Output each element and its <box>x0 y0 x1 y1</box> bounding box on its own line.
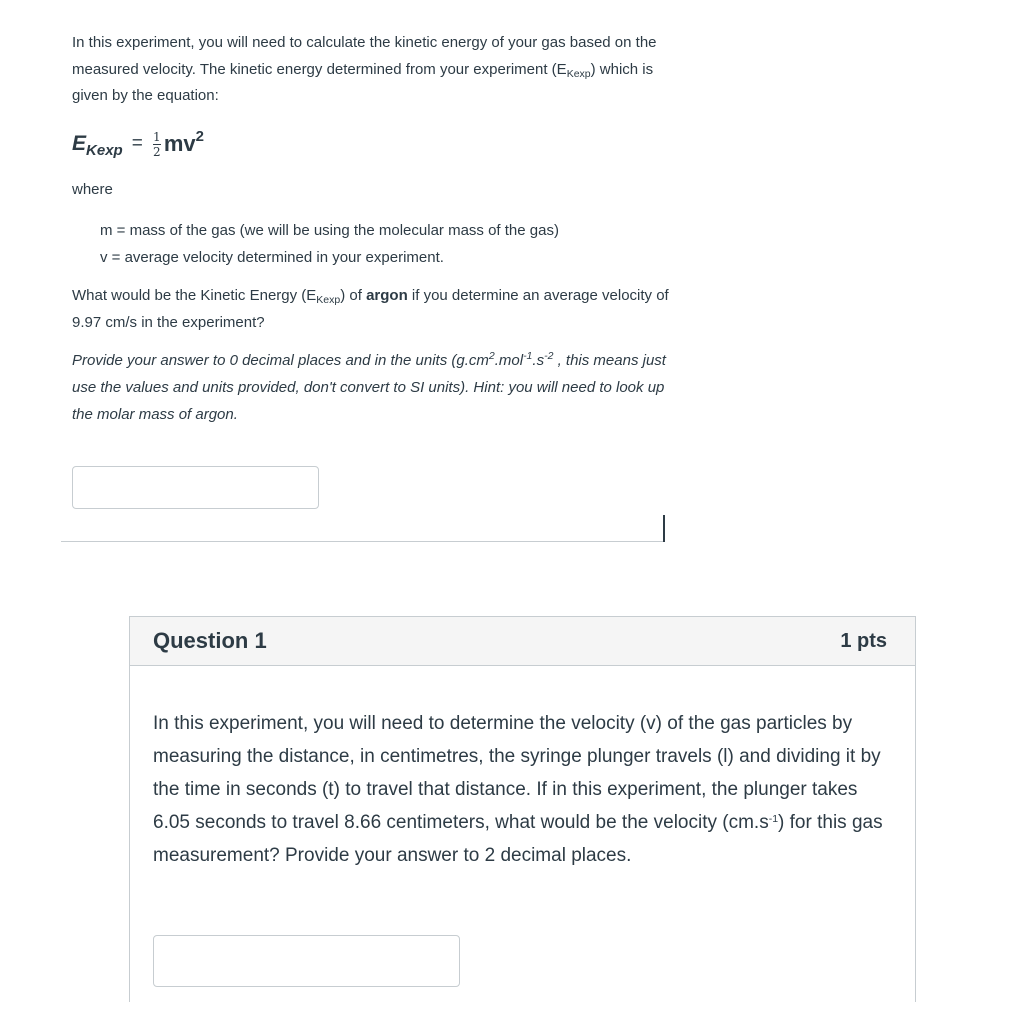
question-1-title: Question 1 <box>153 628 267 653</box>
ek-subscript: Kexp <box>566 67 591 80</box>
question-part-1: What would be the Kinetic Energy (E <box>72 287 317 304</box>
instructions-paragraph <box>72 347 672 428</box>
fraction-numerator: 1 <box>152 129 161 144</box>
equation-fraction <box>153 131 161 158</box>
variable-definitions <box>100 217 559 271</box>
note-part-1: Provide your answer to 0 decimal places and in the units (g.cm <box>72 352 489 369</box>
question-1-points: 1 pts <box>840 629 887 652</box>
note-part-3: .s <box>532 352 545 369</box>
equation-lhs-symbol: E <box>72 132 87 155</box>
question-1-card <box>129 616 916 1002</box>
answer-input-velocity[interactable] <box>153 935 460 987</box>
definition-v: v = average velocity determined in your experiment. <box>100 249 444 266</box>
ek-symbol: E <box>556 60 567 78</box>
fraction-denominator: 2 <box>152 144 161 159</box>
answer-instructions <box>72 347 672 428</box>
intro-text <box>72 30 672 110</box>
note-sup-2: -1 <box>523 350 533 362</box>
question-1-text-part-2: ) for this gas measurement? Provide your answer to 2 decimal places. <box>153 812 883 866</box>
text-cursor <box>663 515 665 542</box>
intro-text-1: In this experiment, you will need to calculate the kinetic energy of your gas based on the measured velocity. The kinetic energy determined from your experiment ( <box>72 34 657 78</box>
section-divider <box>61 541 665 542</box>
question-subscript: Kexp <box>316 294 341 306</box>
question-part-3: if you determine an average velocity of 9.97 cm/s in the experiment? <box>72 287 669 331</box>
intro-text-2: ) which is given by the equation: <box>72 60 654 104</box>
question-prompt <box>72 283 672 336</box>
equation-lhs <box>72 132 123 159</box>
equation-equals: = <box>131 133 143 154</box>
question-1-superscript: -1 <box>768 813 779 825</box>
note-sup-3: -2 <box>544 350 554 362</box>
kinetic-energy-equation <box>72 122 204 166</box>
note-part-4: , this means just use the values and units provided, don't convert to SI units). Hint: you will need to look up the molar mass of argon. <box>72 352 666 423</box>
question-1-header <box>130 617 915 666</box>
equation-rhs-base: mv <box>163 131 196 156</box>
question-part-2: ) of <box>340 287 367 304</box>
question-1-text <box>153 707 898 872</box>
intro-paragraph <box>72 30 672 110</box>
note-sup-1: 2 <box>488 350 495 362</box>
where-label: where <box>72 181 113 198</box>
question-bold-argon: argon <box>366 287 408 304</box>
equation-lhs-subscript: Kexp <box>86 142 123 159</box>
equation-rhs-exponent: 2 <box>195 128 204 145</box>
answer-input-kinetic-energy[interactable] <box>72 466 319 509</box>
question-prompt-paragraph <box>72 283 672 336</box>
definition-m: m = mass of the gas (we will be using the molecular mass of the gas) <box>100 222 559 239</box>
equation-rhs <box>163 128 204 157</box>
note-part-2: .mol <box>494 352 524 369</box>
question-1-text-part-1: In this experiment, you will need to determine the velocity (v) of the gas particles by measuring the distance, in centimetres, the syringe plunger travels (l) and dividing it by the time in seconds (t) to travel that distance. If in this experiment, the plunger takes 6.05 seconds to travel 8.66 centimeters, what would be the velocity (cm.s <box>153 713 881 833</box>
